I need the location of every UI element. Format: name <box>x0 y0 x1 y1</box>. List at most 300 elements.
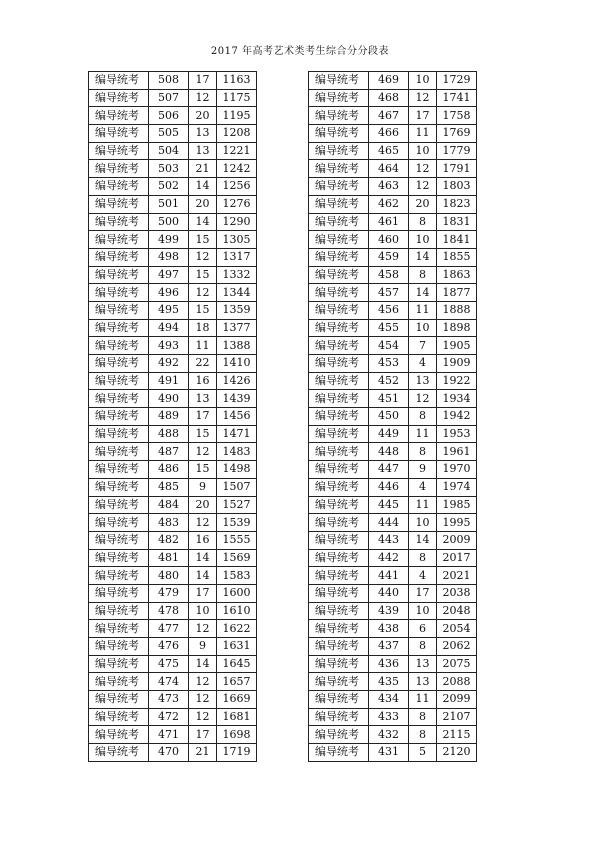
cumulative-cell: 2099 <box>437 691 477 709</box>
count-cell: 15 <box>189 425 217 443</box>
score-cell: 463 <box>369 178 409 196</box>
table-row <box>89 478 257 496</box>
table-row <box>309 142 477 160</box>
cumulative-cell: 2009 <box>437 531 477 549</box>
count-cell: 10 <box>409 142 437 160</box>
count-cell: 13 <box>189 125 217 143</box>
score-cell: 491 <box>149 372 189 390</box>
category-cell: 编导统考 <box>89 708 149 726</box>
score-cell: 502 <box>149 178 189 196</box>
score-table-left <box>88 71 257 762</box>
table-row <box>89 319 257 337</box>
cumulative-cell: 1863 <box>437 266 477 284</box>
category-cell: 编导统考 <box>309 691 369 709</box>
category-cell: 编导统考 <box>89 744 149 762</box>
table-row <box>89 602 257 620</box>
table-row <box>309 319 477 337</box>
category-cell: 编导统考 <box>89 355 149 373</box>
score-cell: 472 <box>149 708 189 726</box>
count-cell: 12 <box>409 89 437 107</box>
score-cell: 468 <box>369 89 409 107</box>
score-cell: 503 <box>149 160 189 178</box>
score-cell: 469 <box>369 72 409 90</box>
score-cell: 433 <box>369 708 409 726</box>
category-cell: 编导统考 <box>89 691 149 709</box>
table-row <box>309 461 477 479</box>
cumulative-cell: 2062 <box>437 638 477 656</box>
count-cell: 17 <box>189 408 217 426</box>
cumulative-cell: 1195 <box>217 107 257 125</box>
count-cell: 8 <box>409 266 437 284</box>
table-row <box>309 213 477 231</box>
score-cell: 455 <box>369 319 409 337</box>
category-cell: 编导统考 <box>89 125 149 143</box>
score-cell: 499 <box>149 231 189 249</box>
count-cell: 18 <box>189 319 217 337</box>
score-cell: 476 <box>149 638 189 656</box>
count-cell: 21 <box>189 744 217 762</box>
score-cell: 447 <box>369 461 409 479</box>
cumulative-cell: 1622 <box>217 620 257 638</box>
category-cell: 编导统考 <box>89 178 149 196</box>
cumulative-cell: 1823 <box>437 195 477 213</box>
score-cell: 444 <box>369 514 409 532</box>
table-row <box>309 284 477 302</box>
count-cell: 12 <box>189 248 217 266</box>
cumulative-cell: 1242 <box>217 160 257 178</box>
category-cell: 编导统考 <box>89 655 149 673</box>
category-cell: 编导统考 <box>309 142 369 160</box>
count-cell: 6 <box>409 620 437 638</box>
table-row <box>309 478 477 496</box>
count-cell: 12 <box>189 89 217 107</box>
score-cell: 489 <box>149 408 189 426</box>
count-cell: 7 <box>409 337 437 355</box>
table-row <box>309 160 477 178</box>
score-cell: 484 <box>149 496 189 514</box>
cumulative-cell: 2017 <box>437 549 477 567</box>
score-cell: 504 <box>149 142 189 160</box>
count-cell: 11 <box>409 496 437 514</box>
cumulative-cell: 1344 <box>217 284 257 302</box>
category-cell: 编导统考 <box>309 337 369 355</box>
score-cell: 470 <box>149 744 189 762</box>
cumulative-cell: 1877 <box>437 284 477 302</box>
score-cell: 507 <box>149 89 189 107</box>
cumulative-cell: 2048 <box>437 602 477 620</box>
cumulative-cell: 1803 <box>437 178 477 196</box>
score-cell: 443 <box>369 531 409 549</box>
count-cell: 20 <box>189 496 217 514</box>
category-cell: 编导统考 <box>89 673 149 691</box>
count-cell: 14 <box>409 248 437 266</box>
cumulative-cell: 1934 <box>437 390 477 408</box>
score-cell: 481 <box>149 549 189 567</box>
cumulative-cell: 1600 <box>217 584 257 602</box>
table-row <box>309 107 477 125</box>
category-cell: 编导统考 <box>89 89 149 107</box>
cumulative-cell: 1610 <box>217 602 257 620</box>
count-cell: 14 <box>189 567 217 585</box>
count-cell: 12 <box>409 160 437 178</box>
table-row <box>89 531 257 549</box>
category-cell: 编导统考 <box>89 284 149 302</box>
table-row <box>89 673 257 691</box>
count-cell: 17 <box>189 726 217 744</box>
table-row <box>89 355 257 373</box>
count-cell: 17 <box>189 584 217 602</box>
score-cell: 474 <box>149 673 189 691</box>
table-row <box>309 178 477 196</box>
table-row <box>309 337 477 355</box>
count-cell: 20 <box>409 195 437 213</box>
score-cell: 432 <box>369 726 409 744</box>
category-cell: 编导统考 <box>309 301 369 319</box>
table-row <box>89 213 257 231</box>
table-row <box>89 390 257 408</box>
score-cell: 497 <box>149 266 189 284</box>
table-row <box>309 72 477 90</box>
table-row <box>309 691 477 709</box>
category-cell: 编导统考 <box>89 142 149 160</box>
table-row <box>309 549 477 567</box>
count-cell: 8 <box>409 443 437 461</box>
score-cell: 493 <box>149 337 189 355</box>
score-cell: 508 <box>149 72 189 90</box>
score-cell: 454 <box>369 337 409 355</box>
table-row <box>309 496 477 514</box>
count-cell: 10 <box>189 602 217 620</box>
score-cell: 487 <box>149 443 189 461</box>
count-cell: 14 <box>409 284 437 302</box>
score-cell: 451 <box>369 390 409 408</box>
category-cell: 编导统考 <box>89 726 149 744</box>
cumulative-cell: 1855 <box>437 248 477 266</box>
category-cell: 编导统考 <box>89 72 149 90</box>
count-cell: 12 <box>189 708 217 726</box>
count-cell: 8 <box>409 726 437 744</box>
score-cell: 456 <box>369 301 409 319</box>
cumulative-cell: 2038 <box>437 584 477 602</box>
cumulative-cell: 1769 <box>437 125 477 143</box>
score-cell: 501 <box>149 195 189 213</box>
cumulative-cell: 1276 <box>217 195 257 213</box>
count-cell: 14 <box>189 213 217 231</box>
category-cell: 编导统考 <box>89 195 149 213</box>
cumulative-cell: 1698 <box>217 726 257 744</box>
count-cell: 10 <box>409 231 437 249</box>
cumulative-cell: 1758 <box>437 107 477 125</box>
table-row <box>89 425 257 443</box>
score-cell: 462 <box>369 195 409 213</box>
table-row <box>89 708 257 726</box>
table-row <box>309 89 477 107</box>
count-cell: 12 <box>189 691 217 709</box>
category-cell: 编导统考 <box>309 638 369 656</box>
category-cell: 编导统考 <box>309 549 369 567</box>
category-cell: 编导统考 <box>309 213 369 231</box>
category-cell: 编导统考 <box>89 567 149 585</box>
score-cell: 452 <box>369 372 409 390</box>
table-row <box>89 160 257 178</box>
cumulative-cell: 1426 <box>217 372 257 390</box>
category-cell: 编导统考 <box>309 567 369 585</box>
cumulative-cell: 2120 <box>437 744 477 762</box>
category-cell: 编导统考 <box>89 266 149 284</box>
table-row <box>89 248 257 266</box>
cumulative-cell: 1985 <box>437 496 477 514</box>
cumulative-cell: 1221 <box>217 142 257 160</box>
table-row <box>89 408 257 426</box>
count-cell: 12 <box>189 284 217 302</box>
category-cell: 编导统考 <box>89 531 149 549</box>
table-row <box>89 514 257 532</box>
table-row <box>309 372 477 390</box>
count-cell: 11 <box>189 337 217 355</box>
score-cell: 475 <box>149 655 189 673</box>
cumulative-cell: 1631 <box>217 638 257 656</box>
table-row <box>89 195 257 213</box>
cumulative-cell: 1898 <box>437 319 477 337</box>
table-row <box>309 655 477 673</box>
count-cell: 12 <box>189 620 217 638</box>
category-cell: 编导统考 <box>89 372 149 390</box>
table-row <box>89 567 257 585</box>
cumulative-cell: 1888 <box>437 301 477 319</box>
cumulative-cell: 1729 <box>437 72 477 90</box>
score-cell: 453 <box>369 355 409 373</box>
category-cell: 编导统考 <box>309 425 369 443</box>
table-row <box>309 301 477 319</box>
score-cell: 438 <box>369 620 409 638</box>
cumulative-cell: 1256 <box>217 178 257 196</box>
category-cell: 编导统考 <box>309 390 369 408</box>
table-row <box>309 620 477 638</box>
table-row <box>89 655 257 673</box>
score-cell: 492 <box>149 355 189 373</box>
table-row <box>309 390 477 408</box>
category-cell: 编导统考 <box>89 514 149 532</box>
category-cell: 编导统考 <box>309 355 369 373</box>
category-cell: 编导统考 <box>89 248 149 266</box>
count-cell: 20 <box>189 107 217 125</box>
table-row <box>89 107 257 125</box>
score-cell: 485 <box>149 478 189 496</box>
table-row <box>89 691 257 709</box>
score-cell: 477 <box>149 620 189 638</box>
table-row <box>89 125 257 143</box>
cumulative-cell: 1175 <box>217 89 257 107</box>
score-cell: 449 <box>369 425 409 443</box>
cumulative-cell: 1741 <box>437 89 477 107</box>
count-cell: 13 <box>409 673 437 691</box>
cumulative-cell: 1669 <box>217 691 257 709</box>
cumulative-cell: 1377 <box>217 319 257 337</box>
score-cell: 446 <box>369 478 409 496</box>
cumulative-cell: 2115 <box>437 726 477 744</box>
count-cell: 17 <box>189 72 217 90</box>
count-cell: 5 <box>409 744 437 762</box>
cumulative-cell: 1498 <box>217 461 257 479</box>
category-cell: 编导统考 <box>309 195 369 213</box>
count-cell: 15 <box>189 301 217 319</box>
category-cell: 编导统考 <box>309 284 369 302</box>
count-cell: 4 <box>409 355 437 373</box>
score-cell: 437 <box>369 638 409 656</box>
score-cell: 461 <box>369 213 409 231</box>
cumulative-cell: 1471 <box>217 425 257 443</box>
cumulative-cell: 1483 <box>217 443 257 461</box>
count-cell: 8 <box>409 638 437 656</box>
category-cell: 编导统考 <box>89 584 149 602</box>
score-cell: 490 <box>149 390 189 408</box>
score-cell: 483 <box>149 514 189 532</box>
count-cell: 4 <box>409 567 437 585</box>
table-row <box>89 301 257 319</box>
table-row <box>309 231 477 249</box>
score-cell: 495 <box>149 301 189 319</box>
table-row <box>309 195 477 213</box>
count-cell: 8 <box>409 549 437 567</box>
cumulative-cell: 1909 <box>437 355 477 373</box>
table-row <box>89 496 257 514</box>
count-cell: 13 <box>409 655 437 673</box>
category-cell: 编导统考 <box>309 531 369 549</box>
count-cell: 11 <box>409 425 437 443</box>
cumulative-cell: 1527 <box>217 496 257 514</box>
count-cell: 13 <box>189 390 217 408</box>
table-row <box>89 231 257 249</box>
cumulative-cell: 1439 <box>217 390 257 408</box>
table-row <box>309 602 477 620</box>
table-row <box>309 744 477 762</box>
score-cell: 442 <box>369 549 409 567</box>
count-cell: 11 <box>409 125 437 143</box>
count-cell: 15 <box>189 266 217 284</box>
category-cell: 编导统考 <box>309 673 369 691</box>
table-row <box>309 726 477 744</box>
cumulative-cell: 1645 <box>217 655 257 673</box>
category-cell: 编导统考 <box>89 461 149 479</box>
category-cell: 编导统考 <box>309 72 369 90</box>
cumulative-cell: 1555 <box>217 531 257 549</box>
category-cell: 编导统考 <box>309 372 369 390</box>
category-cell: 编导统考 <box>89 337 149 355</box>
count-cell: 10 <box>409 514 437 532</box>
category-cell: 编导统考 <box>89 549 149 567</box>
count-cell: 9 <box>189 638 217 656</box>
cumulative-cell: 1163 <box>217 72 257 90</box>
table-row <box>309 425 477 443</box>
table-row <box>309 443 477 461</box>
count-cell: 14 <box>409 531 437 549</box>
cumulative-cell: 1961 <box>437 443 477 461</box>
category-cell: 编导统考 <box>309 443 369 461</box>
score-cell: 439 <box>369 602 409 620</box>
score-cell: 441 <box>369 567 409 585</box>
category-cell: 编导统考 <box>89 443 149 461</box>
score-table-right <box>308 71 477 762</box>
table-row <box>89 89 257 107</box>
score-cell: 488 <box>149 425 189 443</box>
category-cell: 编导统考 <box>89 425 149 443</box>
score-cell: 460 <box>369 231 409 249</box>
table-row <box>89 284 257 302</box>
cumulative-cell: 2107 <box>437 708 477 726</box>
category-cell: 编导统考 <box>309 231 369 249</box>
count-cell: 12 <box>409 390 437 408</box>
cumulative-cell: 1791 <box>437 160 477 178</box>
table-row <box>309 408 477 426</box>
count-cell: 12 <box>189 443 217 461</box>
table-row <box>89 72 257 90</box>
count-cell: 20 <box>189 195 217 213</box>
category-cell: 编导统考 <box>309 160 369 178</box>
category-cell: 编导统考 <box>309 602 369 620</box>
score-cell: 450 <box>369 408 409 426</box>
score-cell: 482 <box>149 531 189 549</box>
category-cell: 编导统考 <box>309 461 369 479</box>
score-cell: 473 <box>149 691 189 709</box>
score-cell: 505 <box>149 125 189 143</box>
cumulative-cell: 1831 <box>437 213 477 231</box>
category-cell: 编导统考 <box>309 125 369 143</box>
count-cell: 15 <box>189 461 217 479</box>
table-row <box>309 514 477 532</box>
count-cell: 14 <box>189 655 217 673</box>
score-cell: 467 <box>369 107 409 125</box>
table-row <box>89 638 257 656</box>
score-cell: 494 <box>149 319 189 337</box>
table-row <box>309 638 477 656</box>
count-cell: 14 <box>189 178 217 196</box>
category-cell: 编导统考 <box>309 744 369 762</box>
category-cell: 编导统考 <box>89 107 149 125</box>
table-row <box>309 673 477 691</box>
category-cell: 编导统考 <box>309 655 369 673</box>
score-cell: 445 <box>369 496 409 514</box>
category-cell: 编导统考 <box>309 266 369 284</box>
cumulative-cell: 1569 <box>217 549 257 567</box>
category-cell: 编导统考 <box>309 178 369 196</box>
count-cell: 14 <box>189 549 217 567</box>
count-cell: 16 <box>189 531 217 549</box>
cumulative-cell: 1317 <box>217 248 257 266</box>
score-cell: 459 <box>369 248 409 266</box>
table-row <box>309 125 477 143</box>
table-row <box>89 726 257 744</box>
category-cell: 编导统考 <box>89 620 149 638</box>
count-cell: 8 <box>409 408 437 426</box>
score-cell: 498 <box>149 248 189 266</box>
score-cell: 458 <box>369 266 409 284</box>
cumulative-cell: 1583 <box>217 567 257 585</box>
category-cell: 编导统考 <box>89 390 149 408</box>
category-cell: 编导统考 <box>309 708 369 726</box>
count-cell: 11 <box>409 301 437 319</box>
table-row <box>89 461 257 479</box>
page-title: 2017 年高考艺术类考生综合分分段表 <box>210 46 390 57</box>
cumulative-cell: 1305 <box>217 231 257 249</box>
score-cell: 457 <box>369 284 409 302</box>
table-row <box>89 443 257 461</box>
category-cell: 编导统考 <box>309 620 369 638</box>
score-cell: 436 <box>369 655 409 673</box>
category-cell: 编导统考 <box>89 301 149 319</box>
table-row <box>89 266 257 284</box>
count-cell: 9 <box>189 478 217 496</box>
count-cell: 10 <box>409 319 437 337</box>
